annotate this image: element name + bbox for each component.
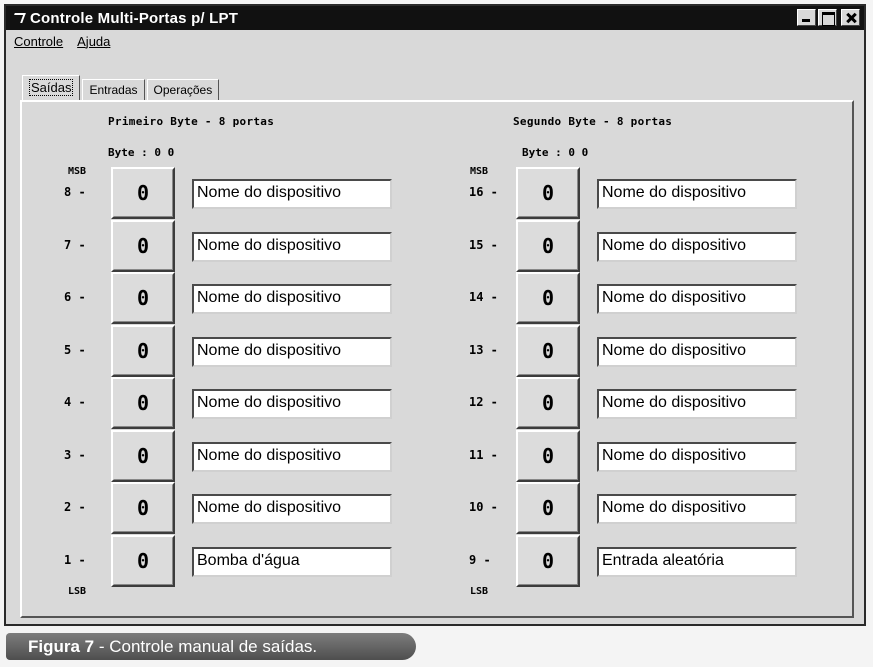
device-name-field[interactable]: Bomba d'água: [192, 547, 392, 577]
menu-bar: [6, 34, 110, 54]
second-byte-port-row: [469, 325, 809, 377]
port-toggle-button[interactable]: 0: [111, 220, 175, 272]
device-name-field[interactable]: Nome do dispositivo: [192, 179, 392, 209]
device-name-field[interactable]: Nome do dispositivo: [192, 232, 392, 262]
first-byte-port-row: [64, 325, 404, 377]
port-number-label: 15 -: [469, 237, 498, 252]
tab-saidas[interactable]: [22, 75, 80, 101]
port-number-label: 12 -: [469, 395, 498, 409]
port-number-label: 2 -: [64, 500, 86, 514]
port-toggle-button[interactable]: 0: [516, 220, 580, 272]
device-name-field[interactable]: Nome do dispositivo: [192, 389, 392, 419]
tab-strip: [22, 75, 221, 101]
port-number-label: 7 -: [64, 237, 86, 252]
port-toggle-button[interactable]: 0: [516, 325, 580, 377]
port-number-label: 11 -: [469, 447, 498, 462]
second-byte-lsb-label: LSB: [470, 586, 489, 597]
port-number-label: 3 -: [64, 447, 86, 462]
second-byte-port-row: [469, 167, 809, 219]
close-button[interactable]: [841, 9, 860, 26]
menu-controle[interactable]: Controle: [14, 34, 64, 49]
second-byte-port-row: [469, 377, 809, 429]
first-byte-title: Primeiro Byte - 8 portas: [108, 115, 275, 128]
second-byte-msb-label: MSB: [470, 166, 489, 177]
app-window: [4, 4, 866, 626]
device-name-field[interactable]: Nome do dispositivo: [192, 337, 392, 367]
app-icon[interactable]: [11, 11, 25, 25]
device-name-field[interactable]: Nome do dispositivo: [192, 284, 392, 314]
second-byte-port-row: [469, 430, 809, 482]
port-toggle-button[interactable]: 0: [516, 482, 580, 534]
port-number-label: 5 -: [64, 342, 86, 357]
window-title: Controle Multi-Portas p/ LPT: [30, 9, 239, 27]
tab-entradas[interactable]: Entradas: [82, 79, 144, 101]
port-number-label: 13 -: [469, 342, 498, 357]
device-name-field[interactable]: Nome do dispositivo: [192, 442, 392, 472]
port-number-label: 1 -: [64, 552, 86, 567]
device-name-field[interactable]: Nome do dispositivo: [597, 494, 797, 524]
port-toggle-button[interactable]: 0: [111, 430, 175, 482]
tab-panel-saidas: [20, 100, 854, 618]
port-toggle-button[interactable]: 0: [516, 167, 580, 219]
port-toggle-button[interactable]: 0: [111, 535, 175, 587]
port-toggle-button[interactable]: 0: [111, 377, 175, 429]
second-byte-port-row: [469, 535, 809, 587]
second-byte-port-row: [469, 220, 809, 272]
port-toggle-button[interactable]: 0: [111, 325, 175, 377]
port-number-label: 8 -: [64, 185, 86, 199]
device-name-field[interactable]: Nome do dispositivo: [597, 337, 797, 367]
device-name-field[interactable]: Nome do dispositivo: [597, 284, 797, 314]
first-byte-lsb-label: LSB: [68, 586, 87, 597]
first-byte-port-row: [64, 220, 404, 272]
device-name-field[interactable]: Nome do dispositivo: [192, 494, 392, 524]
second-byte-port-row: [469, 482, 809, 534]
first-byte-port-row: [64, 377, 404, 429]
minimize-button[interactable]: [797, 9, 816, 26]
first-byte-port-row: [64, 535, 404, 587]
first-byte-value: Byte : 0 0: [108, 146, 175, 159]
first-byte-port-row: [64, 482, 404, 534]
port-toggle-button[interactable]: 0: [516, 377, 580, 429]
port-number-label: 6 -: [64, 290, 86, 304]
port-number-label: 14 -: [469, 290, 498, 304]
first-byte-port-row: [64, 167, 404, 219]
first-byte-msb-label: MSB: [68, 166, 87, 177]
maximize-button[interactable]: [818, 9, 837, 26]
second-byte-title: Segundo Byte - 8 portas: [513, 115, 673, 128]
port-toggle-button[interactable]: 0: [111, 272, 175, 324]
device-name-field[interactable]: Nome do dispositivo: [597, 179, 797, 209]
second-byte-port-row: [469, 272, 809, 324]
port-toggle-button[interactable]: 0: [516, 430, 580, 482]
port-toggle-button[interactable]: 0: [111, 167, 175, 219]
port-number-label: 16 -: [469, 185, 498, 199]
tab-saidas-label: Saídas: [31, 80, 72, 95]
caption-label: Figura 7: [28, 637, 95, 656]
port-number-label: 10 -: [469, 500, 498, 514]
figure-caption: [6, 633, 416, 660]
device-name-field[interactable]: Entrada aleatória: [597, 547, 797, 577]
port-toggle-button[interactable]: 0: [516, 272, 580, 324]
menu-ajuda[interactable]: Ajuda: [77, 34, 111, 49]
second-byte-value: Byte : 0 0: [522, 146, 589, 159]
device-name-field[interactable]: Nome do dispositivo: [597, 389, 797, 419]
device-name-field[interactable]: Nome do dispositivo: [597, 442, 797, 472]
device-name-field[interactable]: Nome do dispositivo: [597, 232, 797, 262]
first-byte-port-row: [64, 272, 404, 324]
title-bar[interactable]: [6, 6, 864, 30]
caption-text: - Controle manual de saídas.: [94, 637, 318, 656]
port-toggle-button[interactable]: 0: [111, 482, 175, 534]
tab-operacoes[interactable]: Operações: [147, 79, 220, 101]
first-byte-port-row: [64, 430, 404, 482]
window-controls: [797, 9, 860, 26]
port-number-label: 4 -: [64, 395, 86, 409]
port-number-label: 9 -: [469, 552, 491, 567]
port-toggle-button[interactable]: 0: [516, 535, 580, 587]
